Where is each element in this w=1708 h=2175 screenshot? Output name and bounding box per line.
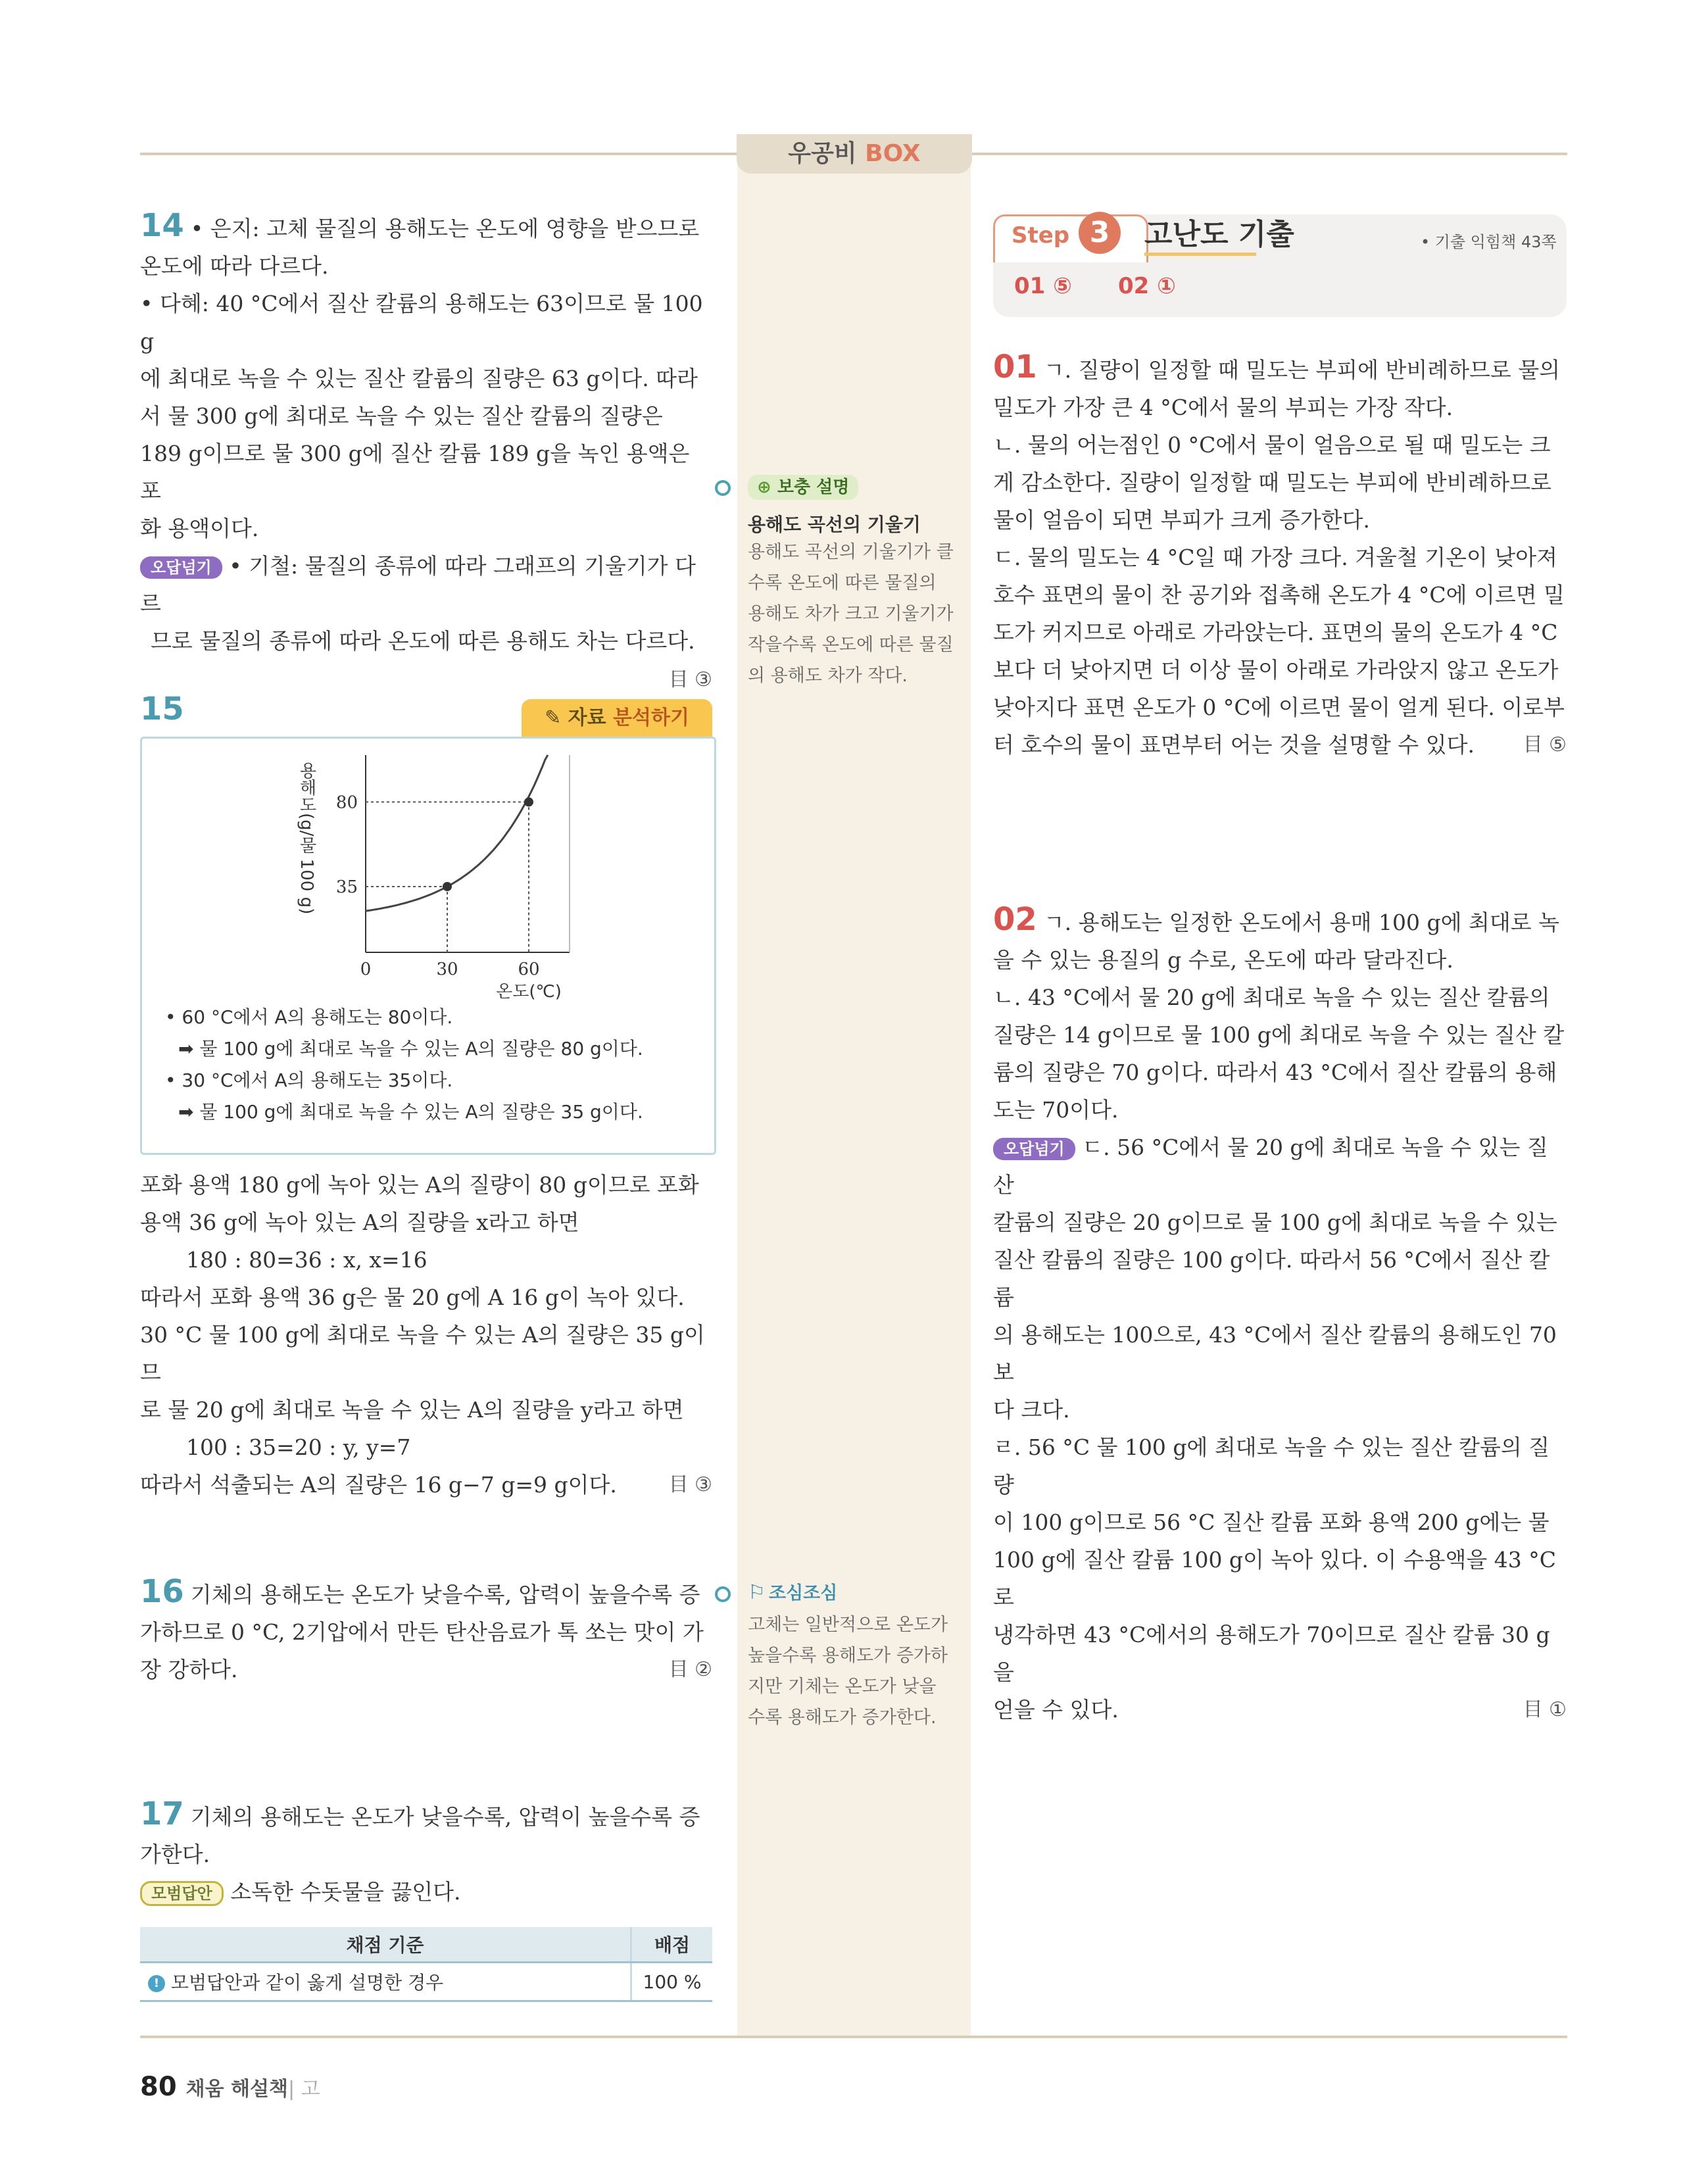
side-note-supplement: ⊕ 보충 설명 용해도 곡선의 기울기 용해도 곡선의 기울기가 클 수록 온도에 따른 물질의 용해도 차가 크고 기울기가 작을수록 온도에 따른 물질 의 용해도 차가 작다. <box>748 475 965 691</box>
box-column <box>737 153 971 2038</box>
question-14: 14 • 은지: 고체 물질의 용해도는 온도에 영향을 받으므로 온도에 따라 다르다. • 다혜: 40 °C에서 질산 칼륨의 용해도는 63이므로 물 100 g 에 최대로 녹을 수 있는 질산 칼륨의 질량은 63 g이다. 따라 서 물 300 g에 최대로 녹을 수 있는 질산 칼륨의 질량은 189 g이므로 물 300 g에 질산 칼륨 189 g을 녹인 용액은 포 화 용액이다. 오답넘기 • 기철: 물질의 종류에 따라 그래프의 기울기가 다르 므로 물질의 종류에 따라 온도에 따른 용해도 차는 다르다. 目 ③ <box>140 207 712 691</box>
step-number: 3 <box>1079 212 1121 254</box>
side-note-line: 용해도 곡선의 기울기가 클 <box>748 542 954 562</box>
model-answer-badge: 모범답안 <box>140 1881 224 1906</box>
y-tick-label: 35 <box>335 877 358 897</box>
answer-key-02: 02 ① <box>1118 273 1176 299</box>
side-note-line: 고체는 일반적으로 온도가 <box>748 1615 948 1635</box>
question-16: 16 기체의 용해도는 온도가 낮을수록, 압력이 높을수록 증 가하므로 0 °C, 2기압에서 만든 탄산음료가 톡 쏘는 맛이 가 장 강하다. 目 ② <box>140 1573 712 1688</box>
answer-mark: 目 ③ <box>668 1473 712 1496</box>
question-number: 02 <box>993 901 1037 938</box>
question-number: 15 <box>140 691 184 727</box>
question-number: 01 <box>993 349 1037 385</box>
y-axis-label: 용해도(g/물 100 g) <box>297 762 316 915</box>
answer-mark: 目 ③ <box>668 668 712 691</box>
data-point <box>524 797 533 806</box>
x-tick-label: 60 <box>518 960 540 979</box>
solubility-curve <box>366 755 548 911</box>
bottom-rule <box>140 2036 1567 2038</box>
side-note-line: 수록 온도에 따른 물질의 <box>748 573 937 593</box>
wrong-answer-badge: 오답넘기 <box>140 556 222 579</box>
question-15-body: 포화 용액 180 g에 녹아 있는 A의 질량이 80 g이므로 포화 용액 36 g에 녹아 있는 A의 질량을 x라고 하면 180 : 80=36 : x, x=16 따라서 포화 용액 36 g은 물 20 g에 A 16 g이 녹아 있다. 30 °C 물 100 g에 최대로 녹을 수 있는 A의 질량은 35 g이므 로 물 20 g에 최대로 녹을 수 있는 A의 질량을 y라고 하면 100 : 35=20 : y, y=7 따라서 석출되는 A의 질량은 16 g−7 g=9 g이다. 目 ③ <box>140 1166 712 1503</box>
chart-notes: • 60 °C에서 A의 용해도는 80이다. ➡ 물 100 g에 최대로 녹을 수 있는 A의 질량은 80 g이다. • 30 °C에서 A의 용해도는 35이다. ➡ 물 100 g에 최대로 녹을 수 있는 A의 질량은 35 g이다. <box>165 1006 643 1123</box>
side-note-line: 용해도 차가 크고 기울기가 <box>748 604 954 624</box>
side-note-caution: ⚐ 조심조심 고체는 일반적으로 온도가 높을수록 용해도가 증가하 지만 기체는 온도가 낮을 수록 용해도가 증가한다. <box>748 1578 965 1733</box>
answer-mark: 目 ⑤ <box>1523 733 1567 756</box>
side-note-text <box>748 537 965 691</box>
criterion-icon: ! <box>148 1975 165 1992</box>
page-number: 80 <box>140 2072 177 2102</box>
side-note-line: 수록 용해도가 증가한다. <box>748 1707 937 1728</box>
question-number: 17 <box>140 1796 184 1832</box>
wrong-answer-badge: 오답넘기 <box>993 1138 1075 1160</box>
reference-note: • 기출 익힘책 43쪽 <box>1421 233 1557 251</box>
connector-dot <box>715 480 731 496</box>
connector-dot <box>715 1586 731 1602</box>
page-footer <box>140 2072 320 2102</box>
y-tick-label: 80 <box>335 793 358 813</box>
step-label: Step <box>1012 222 1070 249</box>
side-note-line: 높을수록 용해도가 증가하 <box>748 1646 948 1666</box>
answer-mark: 目 ② <box>668 1658 712 1681</box>
question-number: 14 <box>140 207 184 244</box>
side-note-text <box>748 1609 965 1733</box>
question-17: 17 기체의 용해도는 온도가 낮을수록, 압력이 높을수록 증 가한다. 모범답안 소독한 수돗물을 끓인다. <box>140 1796 700 1905</box>
grade-label: | 고 <box>287 2078 320 2101</box>
solution-01: 01 ㄱ. 질량이 일정할 때 밀도는 부피에 반비례하므로 물의 밀도가 가장 큰 4 °C에서 물의 부피는 가장 작다. ㄴ. 물의 어는점인 0 °C에서 물이 얼음으로 될 때 밀도는 크 게 감소한다. 질량이 일정할 때 밀도는 부피에 반비례하므로 물이 얼음이 되면 부피가 크게 증가한다. ㄷ. 물의 밀도는 4 °C일 때 가장 크다. 겨울철 기온이 낮아져 호수 표면의 물이 찬 공기와 접촉해 온도가 4 °C에 이르면 밀 도가 커지므로 아래로 가라앉는다. 표면의 물의 온도가 4 °C 보다 더 낮아지면 더 이상 물이 아래로 가라앉지 않고 온도가 낮아지다 표면 온도가 0 °C에 이르면 물이 얼게 된다. 이로부 터 호수의 물이 표면부터 어는 것을 설명할 수 있다. 目 ⑤ <box>993 349 1567 764</box>
x-axis-label: 온도(℃) <box>496 982 562 1002</box>
side-note-line: 지만 기체는 온도가 낮을 <box>748 1676 937 1697</box>
step-title: 고난도 기출 <box>1144 218 1294 251</box>
flag-icon: ⚐ <box>748 1581 766 1604</box>
supplement-tag: ⊕ 보충 설명 <box>748 475 858 500</box>
data-point <box>443 882 452 891</box>
x-tick-label: 30 <box>436 960 458 979</box>
scoring-table: 채점 기준 배점 ! 모범답안과 같이 옳게 설명한 경우 100 % <box>140 1927 712 2002</box>
solubility-chart <box>142 739 714 1002</box>
box-tab: 우공비 BOX <box>737 134 972 174</box>
x-tick-label: 0 <box>360 960 372 979</box>
book-title: 채움 해설책 <box>185 2078 288 2101</box>
answer-mark: 目 ① <box>1523 1698 1567 1721</box>
question-number: 16 <box>140 1573 184 1610</box>
answer-key-01: 01 ⑤ <box>1014 273 1072 299</box>
side-note-line: 작을수록 온도에 따른 물질 <box>748 635 954 655</box>
data-analysis-box <box>140 737 716 1155</box>
data-analysis-badge: ✎ 자료 분석하기 <box>522 699 712 737</box>
solution-02: 02 ㄱ. 용해도는 일정한 온도에서 용매 100 g에 최대로 녹 을 수 있는 용질의 g 수로, 온도에 따라 달라진다. ㄴ. 43 °C에서 물 20 g에 최대로 녹을 수 있는 질산 칼륨의 질량은 14 g이므로 물 100 g에 최대로 녹을 수 있는 질산 칼 륨의 질량은 70 g이다. 따라서 43 °C에서 질산 칼륨의 용해 도는 70이다. 오답넘기 ㄷ. 56 °C에서 물 20 g에 최대로 녹을 수 있는 질산 칼륨의 질량은 20 g이므로 물 100 g에 최대로 녹을 수 있는 질산 칼륨의 질량은 100 g이다. 따라서 56 °C에서 질산 칼륨 의 용해도는 100으로, 43 °C에서 질산 칼륨의 용해도인 70보 다 크다. ㄹ. 56 °C 물 100 g에 최대로 녹을 수 있는 질산 칼륨의 질량 이 100 g이므로 56 °C 질산 칼륨 포화 용액 200 g에는 물 100 g에 질산 칼륨 100 g이 녹아 있다. 이 수용액을 43 °C로 냉각하면 43 °C에서의 용해도가 70이므로 질산 칼륨 30 g을 얻을 수 있다. 目 ① <box>993 901 1567 1728</box>
side-note-line: 의 용해도 차가 작다. <box>748 666 908 686</box>
